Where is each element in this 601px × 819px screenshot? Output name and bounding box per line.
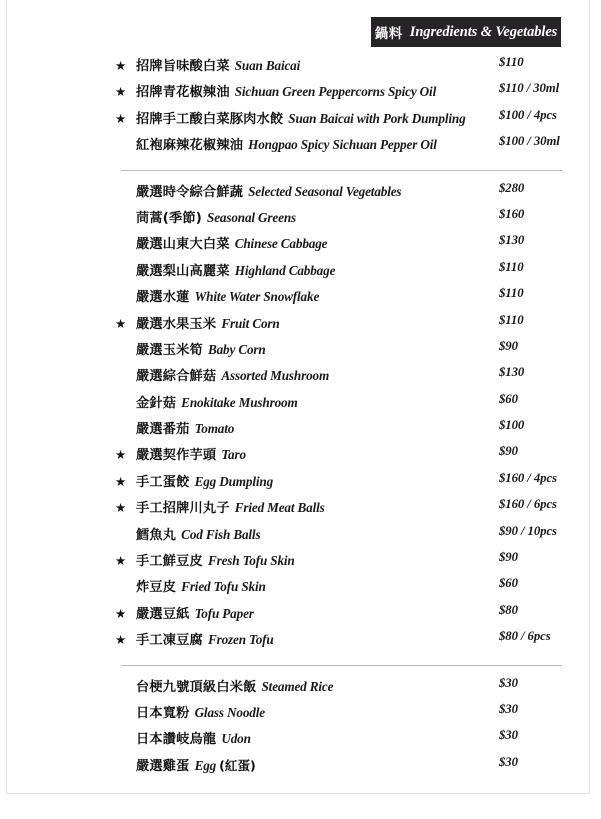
menu-item-names bbox=[136, 339, 266, 359]
menu-item-price: $110 bbox=[499, 312, 524, 327]
menu-item-name-cn: 手工鮮豆皮 bbox=[136, 554, 203, 570]
menu-item-name-cn: 炸豆皮 bbox=[136, 580, 177, 596]
menu-item-price: $160 / 4pcs bbox=[499, 470, 557, 485]
menu-item-row[interactable] bbox=[115, 576, 567, 602]
menu-item-names bbox=[136, 181, 401, 201]
menu-item-name-cn: 嚴選梨山高麗菜 bbox=[136, 263, 230, 279]
menu-item-row[interactable] bbox=[115, 108, 567, 134]
menu-item-row[interactable] bbox=[115, 233, 567, 259]
group-divider bbox=[121, 665, 562, 666]
menu-item-name-en: Assorted Mushroom bbox=[221, 368, 330, 384]
menu-item-names bbox=[136, 576, 266, 596]
menu-item-names bbox=[136, 603, 254, 623]
menu-item-names bbox=[136, 134, 437, 154]
menu-item-names bbox=[136, 524, 260, 544]
menu-item-row[interactable] bbox=[115, 702, 567, 728]
star-icon: ★ bbox=[115, 553, 127, 569]
menu-page bbox=[6, 0, 590, 794]
menu-item-name-en: Fried Meat Balls bbox=[234, 500, 325, 516]
menu-item-name-cn: 鱈魚丸 bbox=[136, 527, 177, 543]
menu-item-price: $30 bbox=[499, 675, 518, 690]
menu-item-row[interactable] bbox=[115, 55, 567, 81]
menu-group-vegetables-and-handmade bbox=[115, 181, 567, 656]
menu-item-price: $130 bbox=[499, 365, 525, 380]
menu-item-name-cn: 台梗九號頂級白米飯 bbox=[136, 679, 257, 695]
menu-item-names bbox=[136, 365, 329, 385]
menu-item-price: $30 bbox=[499, 754, 518, 769]
menu-item-names bbox=[136, 497, 325, 517]
menu-group-staples bbox=[115, 676, 567, 782]
menu-item-price: $110 bbox=[499, 286, 524, 301]
menu-item-name-cn: 嚴選山東大白菜 bbox=[136, 237, 230, 253]
menu-item-name-cn: 嚴選綜合鮮菇 bbox=[136, 369, 217, 385]
star-icon: ★ bbox=[115, 84, 127, 100]
menu-item-name-cn: 紅袍麻辣花椒辣油 bbox=[136, 138, 244, 154]
menu-item-name-en: Selected Seasonal Vegetables bbox=[248, 183, 402, 199]
menu-item-price: $90 bbox=[499, 444, 518, 459]
menu-item-price: $130 bbox=[499, 233, 525, 248]
menu-item-name-cn: 嚴選契作芋頭 bbox=[136, 448, 217, 464]
menu-item-name-cn: 嚴選雞蛋 bbox=[136, 758, 190, 774]
menu-item-name-en: Enokitake Mushroom bbox=[181, 394, 298, 410]
menu-item-name-en: Tomato bbox=[194, 421, 235, 437]
menu-item-price: $100 bbox=[499, 418, 525, 433]
menu-item-row[interactable] bbox=[115, 550, 567, 576]
menu-item-names bbox=[136, 676, 333, 696]
menu-item-names bbox=[136, 286, 319, 306]
menu-item-name-cn: 日本寬粉 bbox=[136, 705, 190, 721]
menu-item-name-en: Udon bbox=[221, 731, 251, 747]
menu-item-row[interactable] bbox=[115, 497, 567, 523]
menu-item-names bbox=[136, 392, 298, 412]
menu-item-name-en: Glass Noodle bbox=[194, 704, 265, 720]
menu-item-row[interactable] bbox=[115, 181, 567, 207]
menu-item-name-en: Egg Dumpling bbox=[194, 473, 274, 489]
menu-item-names bbox=[136, 233, 327, 253]
menu-item-name-en: Frozen Tofu bbox=[207, 632, 274, 648]
menu-item-name-en: Highland Cabbage bbox=[234, 262, 336, 278]
menu-item-name-en: Fruit Corn bbox=[221, 315, 280, 331]
menu-item-names bbox=[136, 418, 234, 438]
menu-item-price: $110 bbox=[499, 259, 524, 274]
menu-item-name-en: Fresh Tofu Skin bbox=[207, 553, 295, 569]
menu-item-row[interactable] bbox=[115, 392, 567, 418]
menu-item-names bbox=[136, 629, 274, 649]
menu-item-price: $110 / 30ml bbox=[499, 81, 560, 96]
menu-item-names bbox=[136, 55, 300, 75]
menu-item-name-en: Cod Fish Balls bbox=[181, 526, 261, 542]
menu-item-names bbox=[136, 81, 436, 101]
menu-item-name-cn: 招牌手工酸白菜豚肉水餃 bbox=[136, 111, 284, 127]
menu-item-price: $90 bbox=[499, 550, 518, 565]
menu-item-names bbox=[136, 313, 280, 333]
menu-item-row[interactable] bbox=[115, 728, 567, 754]
menu-item-row[interactable] bbox=[115, 134, 567, 160]
menu-item-name-en: Fried Tofu Skin bbox=[181, 579, 266, 595]
menu-item-names bbox=[136, 207, 296, 227]
menu-item-name-en: Egg bbox=[194, 757, 217, 773]
star-icon: ★ bbox=[115, 632, 127, 648]
menu-item-price: $90 / 10pcs bbox=[499, 523, 557, 538]
menu-item-names bbox=[136, 702, 265, 722]
menu-item-name-cn: 嚴選番茄 bbox=[136, 422, 190, 438]
menu-item-price: $110 bbox=[499, 55, 524, 69]
menu-item-name-en: Taro bbox=[221, 447, 246, 463]
menu-item-price: $60 bbox=[499, 391, 518, 406]
menu-item-name-cn: 嚴選玉米筍 bbox=[136, 342, 203, 358]
menu-group-signature bbox=[115, 55, 567, 161]
menu-list bbox=[115, 55, 567, 781]
section-banner-cn: 鍋料 bbox=[374, 26, 403, 42]
menu-item-name-cn: 手工凍豆腐 bbox=[136, 633, 203, 649]
menu-item-price: $30 bbox=[499, 701, 518, 716]
menu-item-name-en: Hongpao Spicy Sichuan Pepper Oil bbox=[248, 137, 437, 153]
menu-item-name-en: Suan Baicai bbox=[234, 58, 301, 73]
star-icon: ★ bbox=[115, 500, 127, 516]
menu-item-row[interactable] bbox=[115, 603, 567, 629]
menu-item-name-en: Seasonal Greens bbox=[207, 209, 296, 225]
menu-item-name-en: Tofu Paper bbox=[194, 605, 254, 621]
menu-item-name-en: Baby Corn bbox=[207, 341, 266, 357]
section-banner-en: Ingredients & Vegetables bbox=[409, 23, 558, 40]
star-icon: ★ bbox=[115, 473, 127, 489]
menu-item-row[interactable] bbox=[115, 286, 567, 312]
menu-item-name-en: Suan Baicai with Pork Dumpling bbox=[288, 110, 466, 126]
menu-item-name-cn: 招牌青花椒辣油 bbox=[136, 85, 230, 101]
menu-item-row[interactable] bbox=[115, 676, 567, 702]
menu-item-price: $160 bbox=[499, 206, 525, 221]
menu-item-name-en: Sichuan Green Peppercorns Spicy Oil bbox=[234, 84, 437, 100]
menu-item-row[interactable] bbox=[115, 524, 567, 550]
menu-item-name-cn: 嚴選豆紙 bbox=[136, 606, 190, 622]
menu-item-row[interactable] bbox=[115, 629, 567, 655]
menu-item-row[interactable] bbox=[115, 81, 567, 107]
menu-item-name-cn: 手工蛋餃 bbox=[136, 474, 190, 490]
menu-item-price: $80 / 6pcs bbox=[499, 629, 551, 644]
menu-item-price: $60 bbox=[499, 576, 518, 591]
menu-item-row[interactable] bbox=[115, 471, 567, 497]
menu-item-names bbox=[136, 444, 246, 464]
menu-item-name-cn: 嚴選水蓮 bbox=[136, 290, 190, 306]
menu-item-row[interactable] bbox=[115, 418, 567, 444]
menu-item-name-en: White Water Snowflake bbox=[194, 289, 320, 305]
menu-item-price: $80 bbox=[499, 602, 518, 617]
star-icon: ★ bbox=[115, 447, 127, 463]
menu-item-row[interactable] bbox=[115, 260, 567, 286]
menu-item-name-cn: 嚴選時令綜合鮮蔬 bbox=[136, 184, 244, 200]
menu-item-name-cn: 日本讚岐烏龍 bbox=[136, 732, 217, 748]
star-icon: ★ bbox=[115, 315, 127, 331]
menu-item-names bbox=[136, 728, 251, 748]
menu-item-names bbox=[136, 755, 256, 775]
menu-item-row[interactable] bbox=[115, 313, 567, 339]
menu-item-row[interactable] bbox=[115, 755, 567, 781]
menu-item-price: $100 / 30ml bbox=[499, 134, 560, 149]
menu-item-price: $160 / 6pcs bbox=[499, 497, 557, 512]
menu-item-row[interactable] bbox=[115, 365, 567, 391]
menu-item-row[interactable] bbox=[115, 444, 567, 470]
menu-item-name-en: Steamed Rice bbox=[261, 678, 334, 694]
menu-item-row[interactable] bbox=[115, 339, 567, 365]
menu-item-price: $30 bbox=[499, 728, 518, 743]
menu-item-names bbox=[136, 471, 273, 491]
star-icon: ★ bbox=[115, 58, 127, 73]
star-icon: ★ bbox=[115, 110, 127, 126]
menu-item-name-suffix: (紅蛋) bbox=[219, 757, 256, 773]
star-icon: ★ bbox=[115, 605, 127, 621]
menu-item-name-cn: 招牌旨味酸白菜 bbox=[136, 59, 230, 74]
menu-item-names bbox=[136, 108, 466, 128]
section-banner bbox=[371, 17, 561, 47]
group-divider bbox=[121, 170, 562, 171]
menu-item-price: $100 / 4pcs bbox=[499, 107, 557, 122]
menu-item-price: $280 bbox=[499, 180, 525, 195]
menu-item-price: $90 bbox=[499, 338, 518, 353]
menu-item-name-cn: 金針菇 bbox=[136, 395, 177, 411]
menu-item-name-cn: 茼蒿(季節) bbox=[136, 210, 203, 226]
menu-item-name-en: Chinese Cabbage bbox=[234, 236, 328, 252]
menu-item-names bbox=[136, 260, 335, 280]
menu-item-name-cn: 嚴選水果玉米 bbox=[136, 316, 217, 332]
menu-item-name-cn: 手工招牌川丸子 bbox=[136, 501, 230, 517]
menu-item-row[interactable] bbox=[115, 207, 567, 233]
menu-item-names bbox=[136, 550, 295, 570]
